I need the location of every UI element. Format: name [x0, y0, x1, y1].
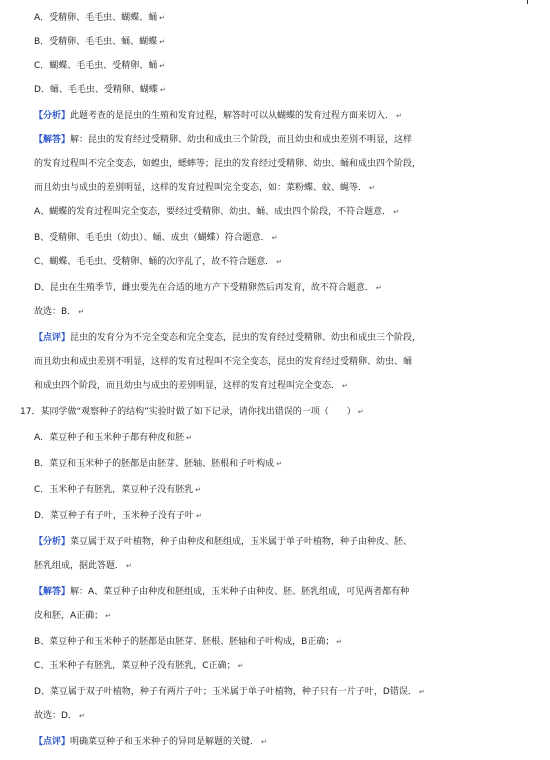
prev-comment-line: 【点评】昆虫的发育分为不完全变态和完全变态，昆虫的发育经过受精卵、幼虫和成虫三个阶段， — [34, 333, 422, 343]
answer-tag: 【解答】 — [34, 587, 71, 597]
prev-option-a: A．受精卵、毛毛虫、蝴蝶、蛹 ↵ — [34, 13, 166, 23]
q17-analysis-line: 胚乳组成，据此答题． ↵ — [34, 561, 132, 571]
prev-answer-line: 的发育过程叫不完全变态，如蝗虫，蟋蟀等；昆虫的发育经过受精卵、幼虫、蛹和成虫四个阶段， — [34, 159, 422, 169]
prev-option-b: B．受精卵、毛毛虫、蛹、蝴蝶 ↵ — [34, 37, 166, 47]
page-corner-mark — [527, 0, 528, 4]
analysis-tag: 【分析】 — [34, 537, 71, 547]
comment-tag: 【点评】 — [34, 737, 71, 747]
question-17-stem: 17．某同学做“观察种子的结构”实验时做了如下记录，请你找出错误的一项（ ） ↵ — [20, 407, 364, 417]
prev-answer-line: 【解答】解：昆虫的发育经过受精卵、幼虫和成虫三个阶段，而且幼虫和成虫差别不明显，这样 — [34, 135, 413, 145]
q17-option-c: C．玉米种子有胚乳，菜豆种子没有胚乳 ↵ — [34, 485, 202, 495]
prev-comment-line: 和成虫四个阶段，而且幼虫与成虫的差别明显，这样的发育过程叫完全变态． ↵ — [34, 381, 348, 391]
q17-answer-line: 皮和胚，A正确； ↵ — [34, 611, 112, 621]
prev-answer-line: B、受精卵、毛毛虫（幼虫）、蛹、成虫（蝴蝶）符合题意． ↵ — [34, 233, 278, 243]
comment-tag: 【点评】 — [34, 333, 71, 343]
prev-comment-line: 而且幼虫和成虫差别不明显，这样的发育过程叫不完全变态，昆虫的发育经过受精卵、幼虫、蛹 — [34, 357, 413, 367]
answer-tag: 【解答】 — [34, 135, 71, 145]
q17-analysis-line: 【分析】菜豆属于双子叶植物，种子由种皮和胚组成，玉米属于单子叶植物，种子由种皮、胚、 — [34, 537, 413, 547]
q17-option-a: A．菜豆种子和玉米种子都有种皮和胚 ↵ — [34, 433, 193, 443]
q17-answer-choice: 故选：D． ↵ — [34, 711, 85, 721]
q17-answer-line: 【解答】解：A、菜豆种子由种皮和胚组成，玉米种子由种皮、胚、胚乳组成，可见两者都有种 — [34, 587, 410, 597]
prev-option-d: D．蛹、毛毛虫、受精卵、蝴蝶 ↵ — [34, 85, 166, 95]
prev-answer-line: A、蝴蝶的发育过程叫完全变态，要经过受精卵、幼虫、蛹、成虫四个阶段，不符合题意． ↵ — [34, 207, 400, 217]
prev-answer-choice: 故选：B． ↵ — [34, 307, 85, 317]
prev-option-c: C．蝴蝶、毛毛虫、受精卵、蛹 ↵ — [34, 61, 166, 71]
prev-answer-line: 而且幼虫与成虫的差别明显，这样的发育过程叫完全变态，如：菜粉蝶、蚊、蝇等． ↵ — [34, 183, 375, 193]
q17-option-d: D．菜豆种子有子叶，玉米种子没有子叶 ↵ — [34, 511, 202, 521]
analysis-tag: 【分析】 — [34, 111, 71, 121]
q17-comment: 【点评】明确菜豆种子和玉米种子的异同是解题的关键． ↵ — [34, 737, 267, 747]
q17-answer-line: D、菜豆属于双子叶植物，种子有两片子叶；玉米属于单子叶植物，种子只有一片子叶，D错误． ↵ — [34, 687, 425, 697]
prev-answer-line: D、昆虫在生殖季节，雌虫要先在合适的地方产下受精卵然后再发育，故不符合题意． ↵ — [34, 283, 382, 293]
q17-option-b: B．菜豆和玉米种子的胚都是由胚芽、胚轴、胚根和子叶构成 ↵ — [34, 459, 283, 469]
q17-answer-line: B、菜豆种子和玉米种子的胚都是由胚芽、胚根、胚轴和子叶构成，B正确； ↵ — [34, 637, 343, 647]
prev-analysis: 【分析】此题考查的是昆虫的生殖和发育过程，解答时可以从蝴蝶的发育过程方面来切入． ↵ — [34, 111, 402, 121]
q17-answer-line: C、玉米种子有胚乳，菜豆种子没有胚乳，C正确； ↵ — [34, 661, 244, 671]
prev-answer-line: C、蝴蝶、毛毛虫、受精卵、蛹的次序乱了，故不符合题意． ↵ — [34, 257, 283, 267]
